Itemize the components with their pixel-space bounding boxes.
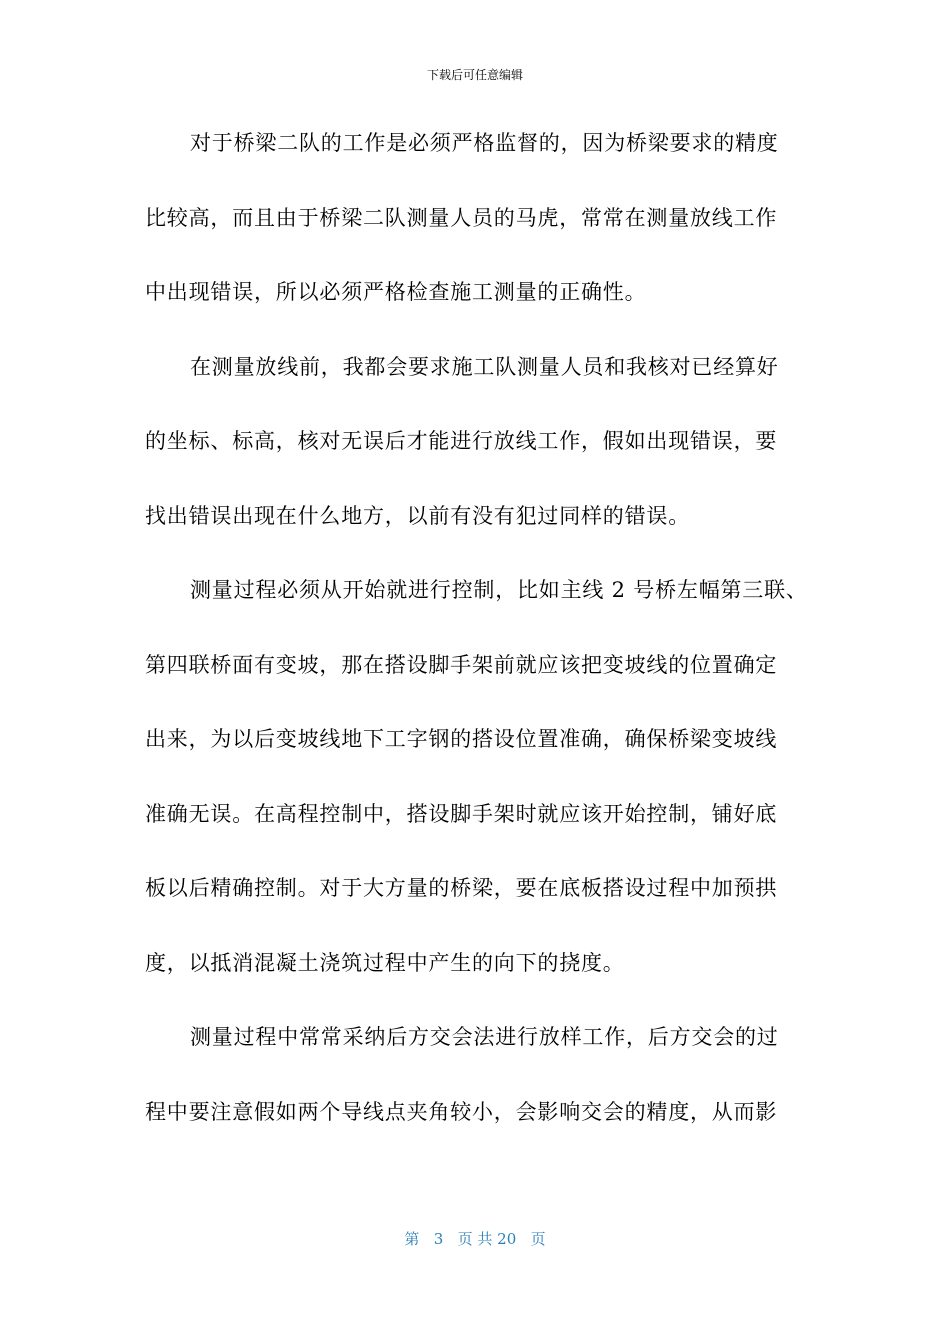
page-header: 下载后可任意编辑 [426, 68, 523, 82]
paragraph-3-line-4: 准确无误。在高程控制中，搭设脚手架时就应该开始控制，铺好底 [145, 801, 778, 826]
document-body [145, 127, 808, 1170]
paragraph-2-line-2: 的坐标、标高，核对无误后才能进行放线工作，假如出现错误，要 [145, 429, 778, 453]
paragraph-1-line-2: 比较高，而且由于桥梁二队测量人员的马虎，常常在测量放线工作 [145, 205, 778, 230]
paragraph-3-line-5: 板以后精确控制。对于大方量的桥梁，要在底板搭设过程中加预拱 [145, 876, 778, 900]
footer-label-suffix: 页 [530, 1230, 546, 1248]
paragraph-3-line-6: 度，以抵消混凝土浇筑过程中产生的向下的挠度。 [145, 950, 625, 975]
paragraph-1-line-1: 对于桥梁二队的工作是必须严格监督的，因为桥梁要求的精度 [190, 131, 779, 155]
footer-total-pages: 20 [497, 1230, 517, 1248]
footer-current-page: 3 [433, 1230, 444, 1248]
paragraph-4-line-1: 测量过程中常常采纳后方交会法进行放样工作，后方交会的过 [190, 1025, 779, 1049]
paragraph-2-line-3: 找出错误出现在什么地方，以前有没有犯过同样的错误。 [145, 503, 690, 528]
paragraph-2-line-1: 在测量放线前，我都会要求施工队测量人员和我核对已经算好 [190, 354, 779, 379]
footer-label-middle: 页 共 [457, 1230, 493, 1248]
paragraph-3-line-1: 测量过程必须从开始就进行控制，比如主线 2 号桥左幅第三联、 [190, 578, 808, 602]
paragraph-1-line-3: 中出现错误，所以必须严格检查施工测量的正确性。 [145, 280, 647, 304]
footer-label-prefix: 第 [404, 1230, 420, 1248]
page-footer [0, 1230, 950, 1248]
paragraph-3-line-2: 第四联桥面有变坡，那在搭设脚手架前就应该把变坡线的位置确定 [145, 652, 778, 677]
paragraph-3-line-3: 出来，为以后变坡线地下工字钢的搭设位置准确，确保桥梁变坡线 [145, 727, 778, 751]
paragraph-4-line-2: 程中要注意假如两个导线点夹角较小，会影响交会的精度，从而影 [145, 1099, 778, 1124]
